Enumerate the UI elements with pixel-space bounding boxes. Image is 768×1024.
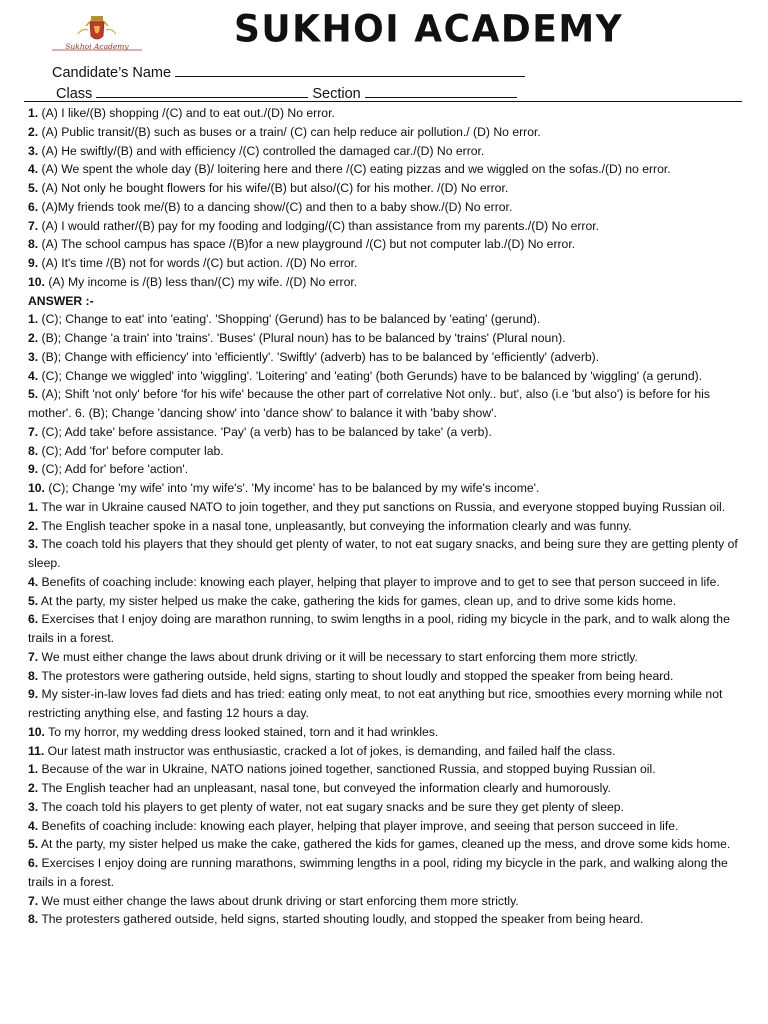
document-header: [0, 0, 768, 104]
question-number: 2.: [28, 124, 39, 139]
sentences-list: [28, 498, 742, 761]
sentence-number: 3.: [28, 537, 39, 552]
correction-number: 8.: [28, 912, 39, 927]
correction-text: Exercises I enjoy doing are running marathons, swimming lengths in a pool, riding my bicycle in the park, and walking along the trails in a forest.: [28, 856, 728, 889]
question-item: [28, 160, 742, 179]
sentence-text: At the party, my sister helped us make the cake, gathering the kids for games, clean up, and to drive some kids home.: [38, 593, 677, 608]
sentence-text: My sister-in-law loves fad diets and has tried: eating only meat, to not eat anything but rice, smoothies every morning while not restricting anything else, and fasting 12 hours a day.: [28, 687, 723, 720]
correction-item: [28, 817, 742, 836]
answer-item: [28, 329, 742, 348]
answer-number: 5.: [28, 387, 39, 402]
section-blank[interactable]: [365, 83, 517, 98]
answer-text: (B); Change with efficiency' into 'efficiently'. 'Swiftly' (adverb) has to be balanced by 'efficiently' (adverb).: [38, 349, 600, 364]
sentence-number: 4.: [28, 574, 39, 589]
question-item: [28, 254, 742, 273]
question-number: 5.: [28, 181, 39, 195]
question-number: 9.: [28, 256, 39, 270]
correction-item: [28, 892, 742, 911]
answer-heading: ANSWER :-: [28, 293, 94, 308]
sentence-number: 1.: [28, 499, 39, 514]
correction-item: [28, 760, 742, 779]
correction-text: At the party, my sister helped us make the cake, gathered the kids for games, cleaned up the mess, and drove some kids home.: [38, 837, 731, 852]
question-number: 4.: [28, 162, 39, 177]
correction-number: 2.: [28, 781, 39, 795]
answer-number: 4.: [28, 368, 39, 383]
correction-text: Because of the war in Ukraine, NATO nations joined together, sanctioned Russia, and stopped buying Russian oil.: [38, 762, 656, 777]
question-item: [28, 123, 742, 142]
answer-item: [28, 423, 742, 442]
correction-number: 5.: [28, 837, 39, 852]
answer-item: [28, 348, 742, 367]
sentence-item: [28, 742, 742, 761]
sentence-text: The protestors were gathering outside, held signs, starting to shout loudly and stopped the speaker from being heard.: [38, 668, 674, 683]
question-number: 1.: [28, 106, 39, 120]
sentence-item: [28, 592, 742, 611]
sentence-text: Our latest math instructor was enthusiastic, cracked a lot of jokes, is demanding, and failed half the class.: [44, 743, 616, 758]
question-item: [28, 179, 742, 198]
answer-text: (B); Change 'a train' into 'trains'. 'Buses' (Plural noun) has to be balanced by 'trains' (Plural noun).: [38, 331, 566, 345]
answer-text: (C); Add 'for' before computer lab.: [38, 443, 224, 458]
answer-number: 8.: [28, 443, 39, 458]
question-number: 10.: [28, 274, 45, 289]
class-label: Class: [56, 86, 93, 102]
correction-number: 7.: [28, 893, 39, 908]
answer-text: (C); Add take' before assistance. 'Pay' (a verb) has to be balanced by take' (a verb).: [38, 424, 492, 439]
corrections-list: [28, 760, 742, 929]
sentence-item: [28, 723, 742, 742]
sentence-text: Benefits of coaching include: knowing each player, helping that player to improve and to get to see that person succeed in life.: [38, 574, 720, 589]
section-label: Section: [312, 86, 361, 102]
correction-text: Benefits of coaching include: knowing each player, helping that player improve, and seeing that person succeed in life.: [38, 818, 679, 833]
question-number: 3.: [28, 143, 39, 158]
answer-item: [28, 479, 742, 498]
answer-text: (C); Add for' before 'action'.: [38, 462, 189, 477]
correction-number: 6.: [28, 856, 39, 870]
question-text: (A) It's time /(B) not for words /(C) but action. /(D) No error.: [38, 256, 358, 270]
sentence-item: [28, 610, 742, 648]
logo-caption: Sukhoi Academy: [65, 42, 129, 51]
class-blank[interactable]: [96, 83, 308, 98]
correction-item: [28, 798, 742, 817]
answer-item: [28, 385, 742, 423]
question-text: (A) Not only he bought flowers for his wife/(B) but also/(C) for his mother. /(D) No error.: [38, 181, 509, 195]
question-number: 8.: [28, 237, 39, 252]
sentence-text: The English teacher spoke in a nasal tone, unpleasantly, but conveying the information clearly and was funny.: [38, 518, 632, 533]
candidate-name-row: [52, 62, 525, 81]
answer-number: 7.: [28, 424, 39, 439]
sentence-item: [28, 498, 742, 517]
correction-number: 1.: [28, 762, 39, 777]
class-section-row: [56, 83, 517, 102]
answer-number: 2.: [28, 331, 39, 345]
correction-item: [28, 779, 742, 798]
correction-number: 3.: [28, 799, 39, 814]
question-item: [28, 217, 742, 236]
sentence-item: [28, 535, 742, 573]
question-item: [28, 104, 742, 123]
correction-item: [28, 910, 742, 929]
question-text: (A) I would rather/(B) pay for my fooding and lodging/(C) than assistance from my parents./(D) No error.: [38, 218, 600, 233]
sentence-number: 2.: [28, 518, 39, 533]
question-text: (A)My friends took me/(B) to a dancing show/(C) and then to a baby show./(D) No error.: [38, 199, 513, 214]
sentence-item: [28, 685, 742, 723]
sentence-number: 5.: [28, 593, 39, 608]
answer-item: [28, 460, 742, 479]
correction-item: [28, 835, 742, 854]
candidate-name-label: Candidate’s Name: [52, 65, 172, 81]
question-number: 7.: [28, 218, 39, 233]
sentence-text: The coach told his players that they should get plenty of water, to not eat sugary snacks, and being sure they are getting plenty of sleep.: [28, 537, 738, 570]
question-item: [28, 273, 742, 292]
answers-list: [28, 310, 742, 498]
correction-text: The English teacher had an unpleasant, nasal tone, but conveyed the information clearly and humorously.: [38, 781, 611, 795]
sentence-number: 6.: [28, 612, 39, 627]
answer-number: 3.: [28, 349, 39, 364]
sentence-text: The war in Ukraine caused NATO to join together, and they put sanctions on Russia, and everyone stopped buying Russian oil.: [38, 499, 726, 514]
questions-list: [28, 104, 742, 292]
sentence-text: To my horror, my wedding dress looked stained, torn and it had wrinkles.: [44, 724, 439, 739]
correction-text: The protesters gathered outside, held signs, started shouting loudly, and stopped the speaker from being heard.: [38, 912, 644, 927]
answer-item: [28, 310, 742, 329]
sentence-number: 11.: [28, 743, 45, 758]
question-text: (A) Public transit/(B) such as buses or a train/ (C) can help reduce air pollution./ (D) No error.: [38, 124, 541, 139]
header-divider: [24, 101, 742, 102]
sentence-item: [28, 573, 742, 592]
correction-text: We must either change the laws about drunk driving or start enforcing them more strictly.: [38, 893, 519, 908]
sentence-number: 8.: [28, 668, 39, 683]
question-item: [28, 142, 742, 161]
question-text: (A) We spent the whole day (B)/ loitering here and there /(C) eating pizzas and we wiggled on the sofas./(D) no error.: [38, 162, 671, 177]
sentence-item: [28, 517, 742, 536]
answer-item: [28, 367, 742, 386]
question-number: 6.: [28, 199, 39, 214]
question-item: [28, 235, 742, 254]
answer-text: (A); Shift 'not only' before 'for his wife' because the other part of correlative Not only.. but', also (i.e 'but also') is before for his mother'. 6. (B); Change 'dancing show' into 'dance show' to balance it with 'baby show'.: [28, 387, 710, 420]
worksheet-content: [28, 104, 742, 929]
question-text: (A) My income is /(B) less than/(C) my wife. /(D) No error.: [44, 274, 358, 289]
question-item: [28, 198, 742, 217]
answer-text: (C); Change to eat' into 'eating'. 'Shopping' (Gerund) has to be balanced by 'eating' (gerund).: [38, 312, 541, 327]
academy-title: SUKHOI ACADEMY: [234, 8, 624, 52]
answer-number: 10.: [28, 481, 45, 495]
sentence-item: [28, 648, 742, 667]
question-text: (A) He swiftly/(B) and with efficiency /(C) controlled the damaged car./(D) No error.: [38, 143, 485, 158]
sentence-text: We must either change the laws about drunk driving or it will be necessary to start enforcing them more strictly.: [38, 649, 638, 664]
candidate-name-blank[interactable]: [175, 62, 525, 77]
correction-number: 4.: [28, 818, 39, 833]
answer-text: (C); Change 'my wife' into 'my wife's'. 'My income' has to be balanced by my wife's income'.: [44, 481, 540, 495]
correction-text: The coach told his players to get plenty of water, not eat sugary snacks and be sure they get plenty of sleep.: [38, 799, 624, 814]
answer-number: 1.: [28, 312, 39, 327]
sentence-text: Exercises that I enjoy doing are marathon running, to swim lengths in a pool, riding my bicycle in the park, and to walk along the trails in a forest.: [28, 612, 730, 645]
sentence-number: 9.: [28, 687, 39, 702]
sentence-number: 10.: [28, 724, 45, 739]
answer-item: [28, 442, 742, 461]
correction-item: [28, 854, 742, 892]
sentence-item: [28, 667, 742, 686]
question-text: (A) The school campus has space /(B)for a new playground /(C) but not computer lab./(D) No error.: [38, 237, 576, 252]
answer-number: 9.: [28, 462, 39, 477]
sentence-number: 7.: [28, 649, 39, 664]
answer-text: (C); Change we wiggled' into 'wiggling'. 'Loitering' and 'eating' (both Gerunds) have to be balanced by 'wiggling' (a gerund).: [38, 368, 703, 383]
question-text: (A) I like/(B) shopping /(C) and to eat out./(D) No error.: [38, 106, 335, 120]
